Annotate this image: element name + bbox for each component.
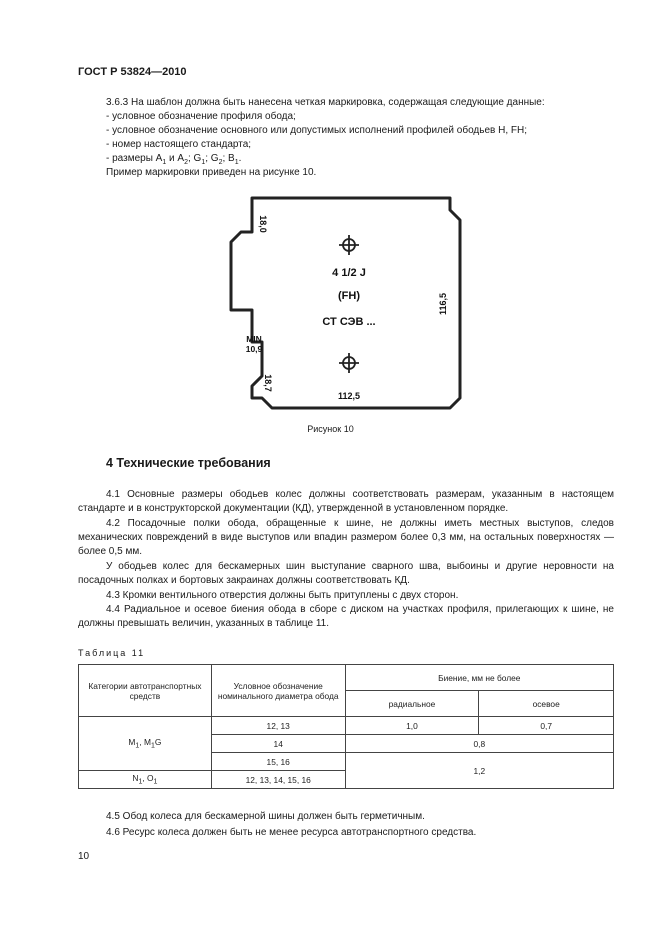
figure-caption: Рисунок 10 <box>307 424 354 434</box>
diameter-cell: 15, 16 <box>211 753 345 771</box>
clause-363-intro: 3.6.3 На шаблон должна быть нанесена четкая маркировка, содержащая следующие данные: <box>106 97 545 108</box>
dim-min-label: MIN <box>246 334 262 344</box>
diameter-cell: 12, 13 <box>211 717 345 735</box>
col-header-diameter: Условное обозначение номинального диаметра обода <box>211 665 345 717</box>
category-m1: $M_1$, $M_1G$ <box>79 717 212 771</box>
runout-cell: 1,2 <box>345 753 613 789</box>
dim-right: 116,5 <box>438 292 448 316</box>
paragraph-4-5: 4.5 Обод колеса для бескамерной шины должен быть герметичным. <box>106 811 425 822</box>
upper-hole-mark <box>339 235 359 255</box>
diameter-cell: 12, 13, 14, 15, 16 <box>211 771 345 789</box>
runout-cell: 0,8 <box>345 735 613 753</box>
col-header-category: Категории автотранспортных средств <box>79 665 212 717</box>
axial-runout-cell: 0,7 <box>479 717 614 735</box>
table-row <box>79 717 614 735</box>
clause-363-example: Пример маркировки приведен на рисунке 10. <box>106 167 317 178</box>
clause-363-item-4: - размеры $A_1$ и $A_2$; $G_1$; $G_2$; $B_1$. <box>106 153 242 166</box>
dim-top-left: 18,0 <box>258 215 268 233</box>
paragraph-4-6: 4.6 Ресурс колеса должен быть не менее ресурса автотранспортного средства. <box>106 827 477 838</box>
paragraph-4-1: 4.1 Основные размеры ободьев колес должны соответствовать размерам, указанным в настоящем стандарте и в конструкторской документации (КД), утвержденной в установленном порядке. <box>78 489 614 515</box>
dim-bottom-left: 18,7 <box>263 374 273 392</box>
diameter-cell: 14 <box>211 735 345 753</box>
col-header-runout: Биение, мм не более <box>345 665 613 691</box>
clause-363-item-3: - номер настоящего стандарта; <box>106 139 252 150</box>
section-title: 4 Технические требования <box>106 456 271 470</box>
clause-363-item-2: - условное обозначение основного или допустимых исполнений профилей ободьев H, FH; <box>106 125 528 136</box>
radial-runout-cell: 1,0 <box>345 717 479 735</box>
table-11 <box>78 664 614 789</box>
rim-profile-marking: 4 1/2 J <box>332 267 366 279</box>
standard-marking: СТ СЭВ ... <box>322 316 376 328</box>
lower-hole-mark <box>339 353 359 373</box>
category-n1-o1: $N_1$, $O_1$ <box>79 771 212 789</box>
col-header-axial: осевое <box>479 691 614 717</box>
table-header-row <box>79 665 614 691</box>
col-header-radial: радиальное <box>345 691 479 717</box>
figure-10-template <box>225 190 470 415</box>
table-caption: Таблица 11 <box>78 648 146 658</box>
paragraph-4-2-tubeless: У ободьев колес для бескамерных шин выступание сварного шва, выбоины и другие неровности на посадочных полках и бортовых закраинах должны соответствовать КД. <box>78 561 614 587</box>
dim-bottom: 112,5 <box>337 391 361 401</box>
paragraph-4-3: 4.3 Кромки вентильного отверстия должны быть притуплены с двух сторон. <box>106 590 459 601</box>
document-id: ГОСТ Р 53824—2010 <box>78 66 187 78</box>
clause-363-item-1: - условное обозначение профиля обода; <box>106 111 296 122</box>
rim-variant-marking: (FH) <box>338 290 360 302</box>
dim-min-value: 10,9 <box>245 344 263 354</box>
paragraph-4-2: 4.2 Посадочные полки обода, обращенные к шине, не должны иметь местных выступов, следов механических повреждений в виде выступов или впадин размером более 0,3 мм, на остальных поверхностях — более 0,5 мм. <box>78 518 614 558</box>
paragraph-4-4: 4.4 Радиальное и осевое биения обода в сборе с диском на участках профиля, прилегающих к шине, не должны превышать величин, указанных в таблице 11. <box>78 604 614 630</box>
page-number: 10 <box>78 851 90 862</box>
